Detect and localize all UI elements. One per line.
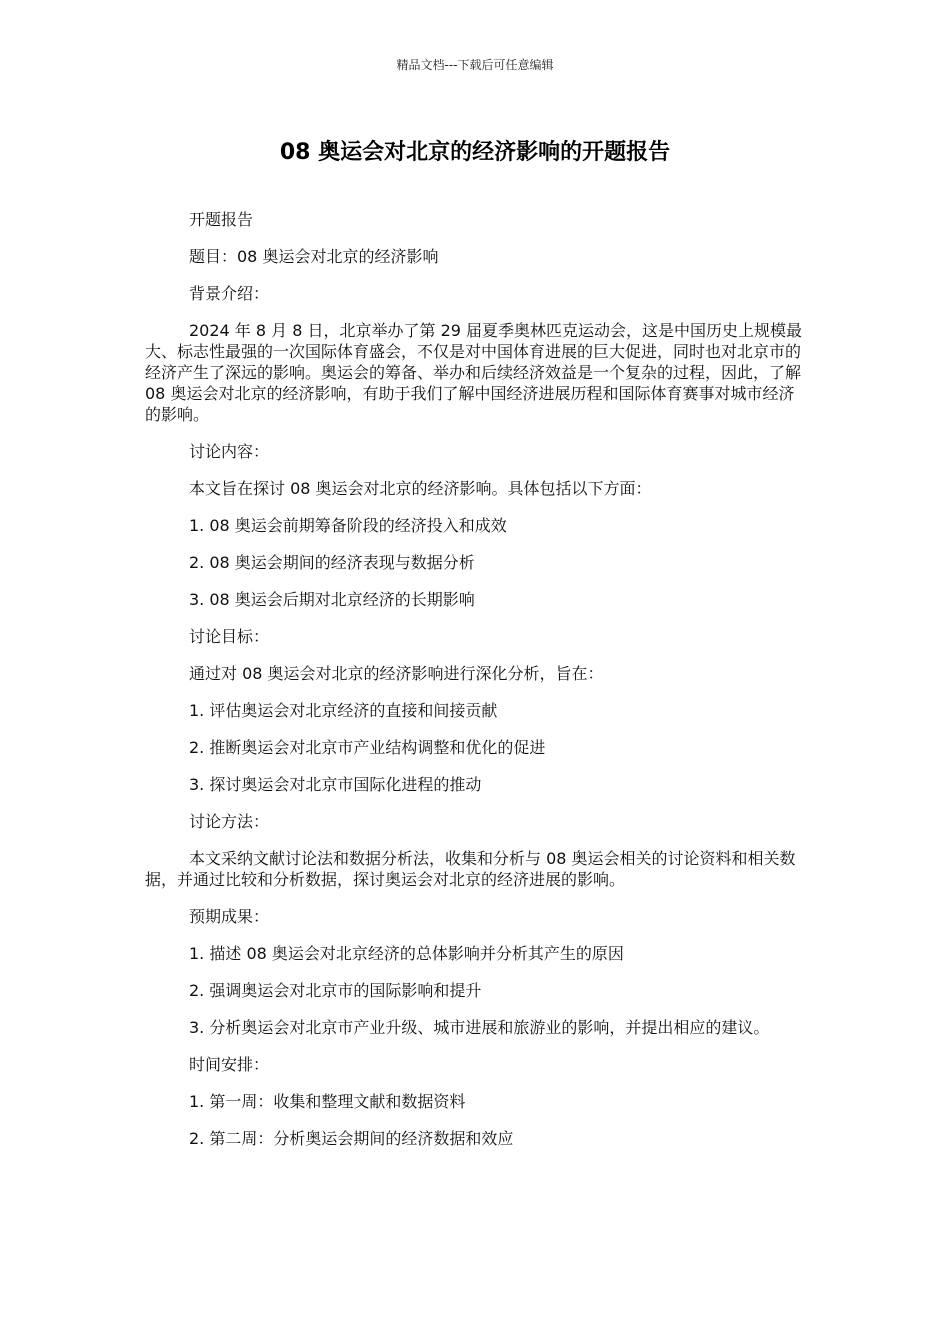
- heading-report: 开题报告: [189, 210, 254, 229]
- list-item: 1. 描述 08 奥运会对北京经济的总体影响并分析其产生的原因: [189, 944, 624, 963]
- topic-line: 题目：08 奥运会对北京的经济影响: [189, 247, 439, 266]
- background-paragraph: 2024 年 8 月 8 日，北京举办了第 29 届夏季奥林匹克运动会，这是中国历史上规模最大、标志性最强的一次国际体育盛会，不仅是对中国体育进展的巨大促进，同时也对北京市的经济产生了深远的影响。奥运会的筹备、举办和后续经济效益是一个复杂的过程，因此，了解 08 奥运会对北京的经济影响，有助于我们了解中国经济进展历程和国际体育赛事对城市经济的影响。: [145, 321, 803, 424]
- list-item: 1. 第一周：收集和整理文献和数据资料: [189, 1092, 466, 1111]
- content-intro: 本文旨在探讨 08 奥运会对北京的经济影响。具体包括以下方面：: [189, 479, 652, 498]
- document-body: [145, 209, 810, 1165]
- list-item: 2. 第二周：分析奥运会期间的经济数据和效应: [189, 1129, 514, 1148]
- heading-schedule: 时间安排：: [189, 1055, 270, 1074]
- goals-intro: 通过对 08 奥运会对北京的经济影响进行深化分析，旨在：: [189, 664, 604, 683]
- method-paragraph: 本文采纳文献讨论法和数据分析法，收集和分析与 08 奥运会相关的讨论资料和相关数据，并通过比较和分析数据，探讨奥运会对北京的经济进展的影响。: [145, 849, 796, 889]
- list-item: 1. 评估奥运会对北京经济的直接和间接贡献: [189, 701, 498, 720]
- heading-content: 讨论内容：: [189, 442, 270, 461]
- heading-goals: 讨论目标：: [189, 627, 270, 646]
- heading-method: 讨论方法：: [189, 812, 270, 831]
- list-item: 2. 推断奥运会对北京市产业结构调整和优化的促进: [189, 738, 546, 757]
- page-header: 精品文档---下载后可任意编辑: [396, 58, 554, 72]
- list-item: 3. 探讨奥运会对北京市国际化进程的推动: [189, 775, 482, 794]
- list-item: 3. 08 奥运会后期对北京经济的长期影响: [189, 590, 475, 609]
- document-title: 08 奥运会对北京的经济影响的开题报告: [279, 140, 671, 165]
- list-item: 1. 08 奥运会前期筹备阶段的经济投入和成效: [189, 516, 507, 535]
- heading-results: 预期成果：: [189, 907, 270, 926]
- heading-background: 背景介绍：: [189, 284, 270, 303]
- list-item: 2. 08 奥运会期间的经济表现与数据分析: [189, 553, 475, 572]
- list-item: 2. 强调奥运会对北京市的国际影响和提升: [189, 981, 482, 1000]
- list-item: 3. 分析奥运会对北京市产业升级、城市进展和旅游业的影响，并提出相应的建议。: [189, 1018, 770, 1037]
